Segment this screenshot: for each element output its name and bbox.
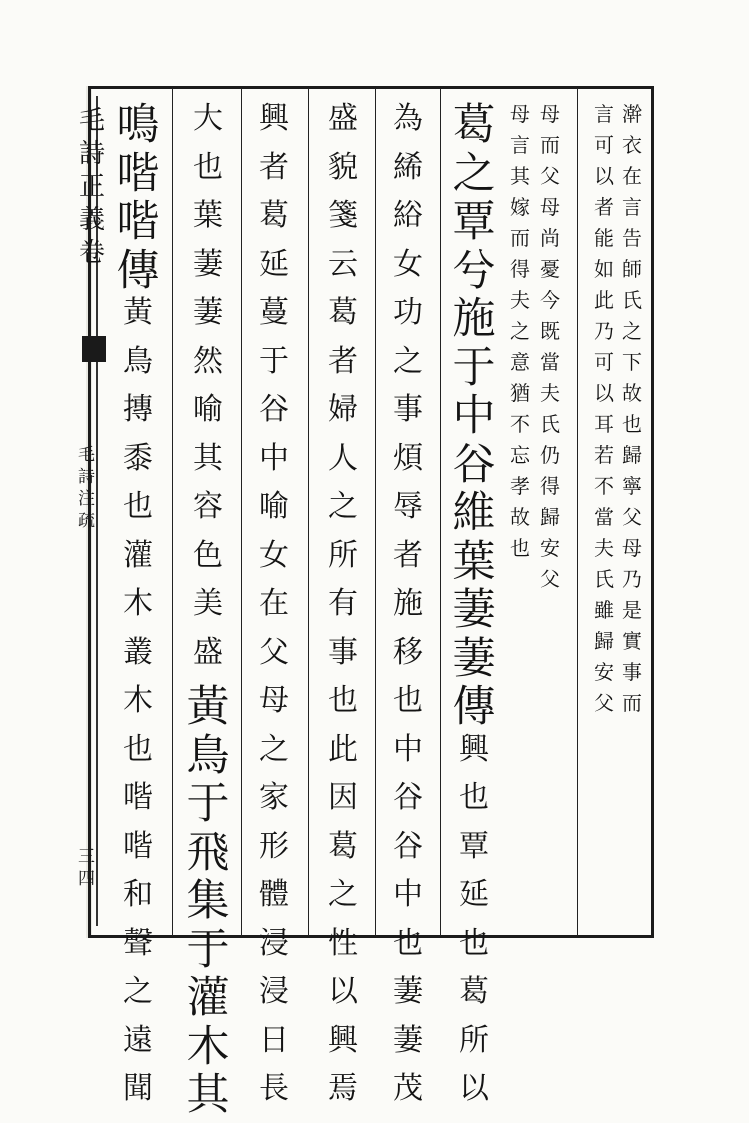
commentary-segment xyxy=(259,101,289,1123)
text-char: 維 xyxy=(452,488,496,538)
commentary-segment xyxy=(459,731,489,1123)
text-char: 父 xyxy=(622,505,642,529)
text-char: 覃 xyxy=(459,828,489,864)
text-char: 安 xyxy=(594,660,614,684)
text-char: 也 xyxy=(123,489,153,524)
text-char: 形 xyxy=(259,828,289,864)
text-char: 意 xyxy=(510,350,530,374)
text-char: 喈 xyxy=(116,148,160,199)
text-char: 者 xyxy=(594,195,614,219)
text-char: 言 xyxy=(510,133,530,157)
text-char: 鳥 xyxy=(186,730,230,781)
margin-heading-char: 義 xyxy=(79,205,106,235)
text-char: 施 xyxy=(393,586,423,621)
text-char: 所 xyxy=(459,1022,489,1058)
text-char: 在 xyxy=(622,164,642,188)
text-char: 喈 xyxy=(123,780,153,815)
text-column xyxy=(496,104,544,569)
text-char: 鳥 xyxy=(123,343,153,379)
text-char: 蔓 xyxy=(259,295,289,330)
folio-number xyxy=(78,842,95,889)
text-char: 云 xyxy=(328,246,358,282)
text-column xyxy=(319,101,367,1123)
text-char: 鳴 xyxy=(116,100,160,150)
text-char: 葉 xyxy=(452,536,496,587)
text-char: 于 xyxy=(186,779,230,829)
text-char: 母 xyxy=(259,683,289,718)
text-char: 葉 xyxy=(193,198,223,233)
text-char: 以 xyxy=(594,381,614,405)
text-column xyxy=(184,101,232,1123)
text-char: 不 xyxy=(510,412,530,436)
text-char: 言 xyxy=(622,195,642,219)
commentary-segment xyxy=(510,104,530,569)
text-char: 不 xyxy=(594,474,614,498)
text-char: 灌 xyxy=(186,973,230,1023)
text-char: 孝 xyxy=(510,474,530,498)
text-char: 色 xyxy=(193,537,223,573)
text-char: 箋 xyxy=(328,198,358,233)
text-char: 和 xyxy=(123,877,153,912)
column-rule xyxy=(440,88,441,936)
text-char: 中 xyxy=(452,391,496,441)
text-char: 事 xyxy=(328,634,358,670)
text-char: 也 xyxy=(328,683,358,718)
text-char: 夫 xyxy=(540,381,560,405)
text-char: 也 xyxy=(459,925,489,961)
column-rule xyxy=(577,88,578,936)
column-rule xyxy=(375,88,376,936)
text-char: 大 xyxy=(193,101,223,136)
text-char: 遠 xyxy=(123,1022,153,1058)
text-char: 故 xyxy=(510,505,530,529)
text-char: 者 xyxy=(393,537,423,573)
text-char: 夫 xyxy=(510,288,530,312)
text-char: 氏 xyxy=(594,567,614,591)
text-char: 歸 xyxy=(622,443,642,467)
text-char: 喈 xyxy=(123,828,153,864)
text-char: 萋 xyxy=(193,295,223,330)
text-char: 聲 xyxy=(123,925,153,961)
text-char: 灌 xyxy=(123,537,153,573)
text-char: 歸 xyxy=(594,629,614,653)
text-char: 茂 xyxy=(393,1071,423,1106)
text-char: 之 xyxy=(452,148,496,199)
text-char: 得 xyxy=(540,474,560,498)
commentary-segment xyxy=(594,104,614,724)
text-char: 萋 xyxy=(193,246,223,282)
text-char: 延 xyxy=(459,877,489,912)
text-char: 萋 xyxy=(452,585,496,635)
text-char: 母 xyxy=(540,195,560,219)
text-char: 之 xyxy=(123,974,153,1009)
text-char: 也 xyxy=(123,731,153,767)
text-char: 婦 xyxy=(328,392,358,427)
column-rule xyxy=(241,88,242,936)
text-char: 焉 xyxy=(328,1071,358,1106)
text-char: 谷 xyxy=(452,439,496,490)
text-char: 性 xyxy=(328,925,358,961)
margin-heading-char: 毛 xyxy=(79,106,106,136)
text-char: 之 xyxy=(510,319,530,343)
text-char: 可 xyxy=(594,133,614,157)
text-char: 木 xyxy=(186,1021,230,1072)
column-rule xyxy=(308,88,309,936)
book-title-char: 疏 xyxy=(78,511,95,531)
text-char: 者 xyxy=(259,149,289,185)
text-char: 谷 xyxy=(259,392,289,427)
text-char: 浸 xyxy=(259,925,289,961)
text-char: 事 xyxy=(393,392,423,427)
fish-tail-mark xyxy=(82,336,106,362)
text-char: 今 xyxy=(540,288,560,312)
book-title-char: 毛 xyxy=(78,445,95,465)
text-char: 也 xyxy=(393,925,423,961)
text-char: 聞 xyxy=(123,1071,153,1106)
text-char: 母 xyxy=(510,102,530,126)
text-char: 母 xyxy=(622,536,642,560)
text-char: 飛 xyxy=(186,827,230,878)
text-char: 母 xyxy=(540,102,560,126)
text-char: 谷 xyxy=(393,828,423,864)
text-char: 此 xyxy=(594,288,614,312)
text-char: 當 xyxy=(594,505,614,529)
text-char: 歸 xyxy=(540,505,560,529)
text-char: 于 xyxy=(186,924,230,975)
text-char: 是 xyxy=(622,598,642,622)
text-char: 集 xyxy=(186,876,230,926)
text-char: 而 xyxy=(540,133,560,157)
text-char: 體 xyxy=(259,877,289,912)
text-char: 因 xyxy=(328,780,358,815)
text-char: 忘 xyxy=(510,443,530,467)
text-char: 摶 xyxy=(123,392,153,427)
text-char: 容 xyxy=(193,489,223,524)
text-char: 盛 xyxy=(328,101,358,136)
text-char: 浸 xyxy=(259,974,289,1009)
text-char: 耳 xyxy=(594,412,614,436)
text-char: 氏 xyxy=(622,288,642,312)
text-char: 能 xyxy=(594,226,614,250)
commentary-segment xyxy=(123,295,153,1123)
margin-heading-char: 詩 xyxy=(79,139,106,169)
text-char: 也 xyxy=(622,412,642,436)
text-char: 施 xyxy=(452,294,496,344)
commentary-segment xyxy=(393,101,423,1123)
commentary-segment xyxy=(193,101,223,686)
text-char: 木 xyxy=(123,586,153,621)
text-char: 綌 xyxy=(393,198,423,233)
text-char: 也 xyxy=(193,149,223,185)
text-char: 可 xyxy=(594,350,614,374)
text-char: 中 xyxy=(259,440,289,476)
text-char: 然 xyxy=(193,343,223,379)
text-char: 氏 xyxy=(540,412,560,436)
text-char: 萋 xyxy=(452,633,496,684)
text-char: 日 xyxy=(259,1022,289,1058)
text-char: 美 xyxy=(193,586,223,621)
margin-heading-char: 正 xyxy=(79,172,106,202)
column-rule xyxy=(172,88,173,936)
text-char: 所 xyxy=(328,537,358,573)
text-char: 者 xyxy=(328,343,358,379)
text-char: 傳 xyxy=(452,682,496,732)
text-char: 覃 xyxy=(452,197,496,247)
text-char: 于 xyxy=(452,342,496,393)
text-char: 此 xyxy=(328,731,358,767)
text-column xyxy=(250,101,298,1123)
text-char: 于 xyxy=(259,343,289,379)
text-char: 黍 xyxy=(123,440,153,476)
text-char: 在 xyxy=(259,586,289,621)
text-char: 功 xyxy=(393,295,423,330)
text-char: 得 xyxy=(510,257,530,281)
text-char: 告 xyxy=(622,226,642,250)
folio-char: 四 xyxy=(78,869,95,889)
text-char: 若 xyxy=(594,443,614,467)
text-char: 也 xyxy=(393,683,423,718)
text-char: 黃 xyxy=(186,682,230,732)
text-char: 既 xyxy=(540,319,560,343)
text-char: 乃 xyxy=(622,567,642,591)
text-char: 之 xyxy=(259,731,289,767)
text-char: 寧 xyxy=(622,474,642,498)
text-column xyxy=(450,100,498,1123)
margin-heading-char: 卷 xyxy=(79,238,106,268)
text-char: 澣 xyxy=(622,102,642,126)
text-char: 喈 xyxy=(116,197,160,247)
text-char: 傳 xyxy=(116,245,160,296)
text-char: 興 xyxy=(328,1022,358,1058)
text-char: 貌 xyxy=(328,149,358,185)
text-char: 女 xyxy=(393,246,423,282)
commentary-segment xyxy=(328,101,358,1123)
folio-char: 三 xyxy=(78,847,95,867)
text-char: 人 xyxy=(328,440,358,476)
text-char: 為 xyxy=(393,101,423,136)
text-char: 而 xyxy=(622,691,642,715)
text-char: 衣 xyxy=(622,133,642,157)
main-text-segment xyxy=(116,100,160,298)
text-char: 黃 xyxy=(123,295,153,330)
text-char: 以 xyxy=(328,974,358,1009)
text-char: 家 xyxy=(259,780,289,815)
text-char: 父 xyxy=(594,691,614,715)
main-text-segment xyxy=(452,100,496,735)
text-char: 興 xyxy=(459,731,489,767)
text-char: 絺 xyxy=(393,149,423,185)
text-char: 之 xyxy=(622,319,642,343)
text-char: 師 xyxy=(622,257,642,281)
text-char: 女 xyxy=(259,537,289,573)
text-char: 谷 xyxy=(393,780,423,815)
text-char: 中 xyxy=(393,731,423,767)
text-char: 木 xyxy=(123,683,153,718)
margin-heading xyxy=(79,100,106,268)
text-char: 萋 xyxy=(393,1022,423,1058)
text-char: 乃 xyxy=(594,319,614,343)
text-char: 嫁 xyxy=(510,195,530,219)
text-char: 喻 xyxy=(259,489,289,524)
text-char: 其 xyxy=(193,440,223,476)
text-char: 其 xyxy=(510,164,530,188)
text-char: 雖 xyxy=(594,598,614,622)
text-char: 事 xyxy=(622,660,642,684)
text-char: 實 xyxy=(622,629,642,653)
text-char: 言 xyxy=(594,102,614,126)
text-char: 猶 xyxy=(510,381,530,405)
main-text-segment xyxy=(186,682,230,1123)
text-char: 當 xyxy=(540,350,560,374)
text-char: 憂 xyxy=(540,257,560,281)
text-char: 有 xyxy=(328,586,358,621)
text-char: 父 xyxy=(540,567,560,591)
text-char: 夫 xyxy=(594,536,614,560)
text-char: 延 xyxy=(259,246,289,282)
text-char: 葛 xyxy=(452,100,496,150)
text-char: 其 xyxy=(186,1070,230,1120)
text-char: 父 xyxy=(259,634,289,670)
text-char: 葛 xyxy=(259,198,289,233)
text-char: 兮 xyxy=(452,245,496,296)
text-column xyxy=(384,101,432,1123)
text-char: 下 xyxy=(622,350,642,374)
text-char: 之 xyxy=(328,489,358,524)
text-char: 父 xyxy=(540,164,560,188)
text-char: 叢 xyxy=(123,634,153,670)
text-char: 葛 xyxy=(328,295,358,330)
text-char: 興 xyxy=(259,101,289,136)
text-char: 移 xyxy=(393,634,423,670)
text-char: 葛 xyxy=(328,828,358,864)
book-title xyxy=(78,440,95,531)
text-char: 喻 xyxy=(193,392,223,427)
text-char: 以 xyxy=(594,164,614,188)
text-char: 葛 xyxy=(459,974,489,1009)
text-char: 萋 xyxy=(393,974,423,1009)
text-char: 盛 xyxy=(193,634,223,670)
text-char: 也 xyxy=(459,780,489,815)
text-char: 辱 xyxy=(393,489,423,524)
text-char: 長 xyxy=(259,1071,289,1106)
book-title-char: 詩 xyxy=(78,467,95,487)
text-column xyxy=(580,104,628,724)
book-title-char: 注 xyxy=(78,489,95,509)
text-char: 如 xyxy=(594,257,614,281)
text-char: 以 xyxy=(459,1071,489,1106)
text-char: 故 xyxy=(622,381,642,405)
text-char: 中 xyxy=(393,877,423,912)
text-char: 而 xyxy=(510,226,530,250)
text-char: 安 xyxy=(540,536,560,560)
text-char: 仍 xyxy=(540,443,560,467)
text-char: 之 xyxy=(393,343,423,379)
text-char: 之 xyxy=(328,877,358,912)
text-char: 也 xyxy=(510,536,530,560)
text-char: 煩 xyxy=(393,440,423,476)
text-char: 尚 xyxy=(540,226,560,250)
text-column xyxy=(114,100,162,1123)
